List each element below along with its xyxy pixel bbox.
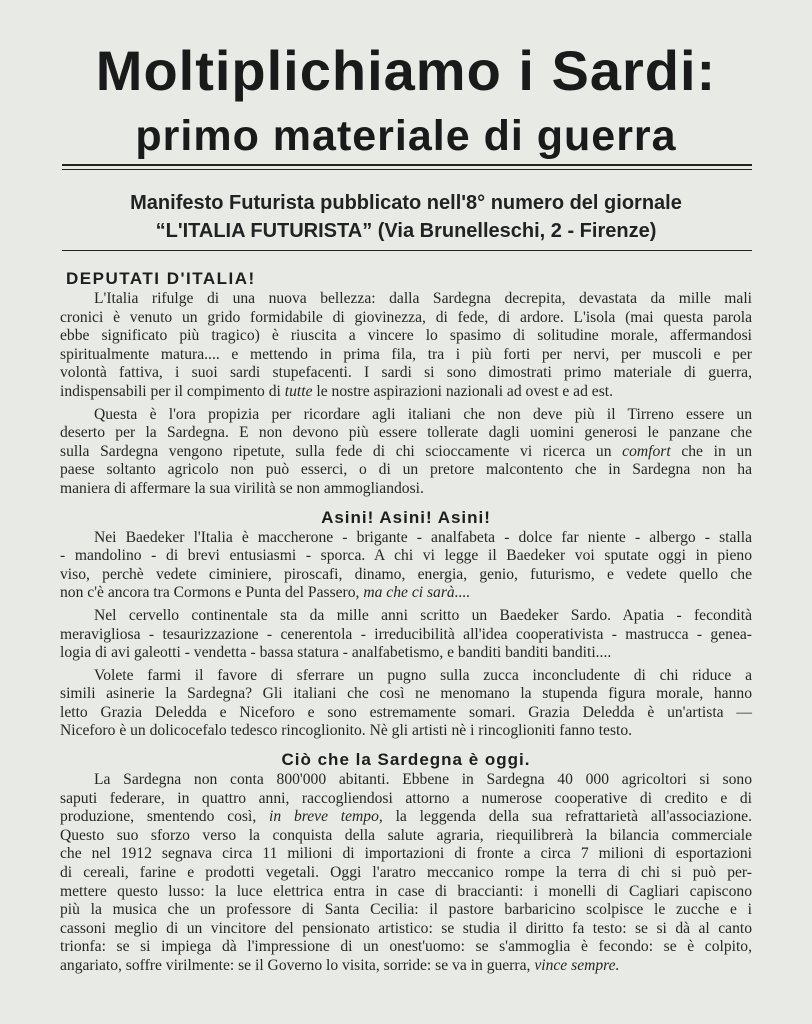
text-line: Volete farmi il favore di sferrare un pugno sulla zucca inconcludente di chi riduce a xyxy=(94,666,752,684)
text-line xyxy=(60,383,752,402)
text-line: viso, perchè vedete ciminiere, piroscafi, dinamo, energia, genio, futurismo, e vedete quello che xyxy=(60,565,752,583)
section-heading: Asini! Asini! Asini! xyxy=(321,507,491,527)
paragraph xyxy=(60,406,752,499)
paragraph xyxy=(60,607,752,663)
text-segment: che in un xyxy=(670,442,753,460)
text-line: Nel cervello continentale sta da mille anni scritto un Baedeker Sardo. Apatia - fecondità xyxy=(94,606,752,624)
text-line: volontà fattiva, i suoi sardi stupefacenti. I sardi si sono dimostrati primo materiale di guerra, xyxy=(60,364,752,382)
text-line: Questa è l'ora propizia per ricordare agli italiani che non deve più il Tirreno essere un xyxy=(94,405,752,423)
text-line xyxy=(60,584,752,603)
publication-line-2: “L'ITALIA FUTURISTA” (Via Brunelleschi, 2 - Firenze) xyxy=(155,220,657,242)
publication-line-1: Manifesto Futurista pubblicato nell'8° numero del giornale xyxy=(130,192,682,214)
header-rule xyxy=(62,250,752,251)
section-heading: Ciò che la Sardegna è oggi. xyxy=(281,750,531,770)
manifesto-text xyxy=(60,268,752,980)
text-segment: non c'è ancora tra Cormons e Punta del Passero, xyxy=(60,584,364,602)
text-line: La Sardegna non conta 800'000 abitanti. Ebbene in Sardegna 40 000 agricoltori si sono xyxy=(94,771,752,789)
text-line: L'Italia rifulge di una nuova bellezza: dalla Sardegna decrepita, devastata da mille mali xyxy=(94,290,752,307)
text-line: più la musica che un professore di Santa Cecilia: il pastore barbaricino scolpisce le zucche e i xyxy=(60,901,752,919)
paragraph xyxy=(60,771,752,976)
text-line: cronici è venuto un grido formidabile di giovinezza, di fede, di ardore. L'isola (mai questa parola xyxy=(60,308,752,326)
text-segment: sulla Sardegna vengono ripetute, sulla fede di chi scioccamente vi ricerca un xyxy=(60,442,623,460)
manifesto-title: Moltiplichiamo i Sardi: xyxy=(95,39,717,102)
text-line: meravigliosa - tesaurizzazione - cenerentola - irreducibilità all'idea cooperativista - mastrucca - genea- xyxy=(60,625,752,643)
section-body xyxy=(60,290,752,499)
text-line: deserto per la Sardegna. E non devono più essere tollerate dagli uomini generosi le panzane che xyxy=(60,424,752,442)
text-line: Questo suo sforzo verso la conquista della salute agraria, riequilibrerà la bilancia commerciale xyxy=(60,826,752,844)
text-line xyxy=(60,443,752,462)
text-segment: le nostre aspirazioni nazionali ad ovest e ad est. xyxy=(312,382,614,400)
text-line: paese soltanto agricolo non può esserci, o di un pretore malcontento che in Sardegna non ha xyxy=(60,461,752,479)
text-segment: angariato, soffre virilmente: se il Governo lo visita, sorride: se va in guerra, xyxy=(60,957,535,974)
text-line xyxy=(60,808,752,827)
text-line: letto Grazia Deledda e Niceforo e sono estremamente somari. Grazia Deledda è un'artista — xyxy=(60,703,752,721)
text-line xyxy=(60,957,752,976)
text-segment: produzione, smentendo così, xyxy=(60,808,270,826)
italic-text: in breve tempo, xyxy=(269,808,383,826)
italic-text: tutte xyxy=(284,382,313,400)
manifesto-subtitle: primo materiale di guerra xyxy=(135,112,677,160)
text-line: cassoni meglio di un vincitore del pensionato artistico: se studia il diritto fa testo: se si dà al canto xyxy=(60,919,752,937)
text-line: che nel 1912 segnava circa 11 milioni di importazioni di fronte a circa 7 milioni di esportazioni xyxy=(60,845,752,863)
text-line: maniera di affermare la sua virilità se non ammogliandosi. xyxy=(60,479,424,497)
text-line: - mandolino - di brevi entusiasmi - sporca. A chi vi legge il Baedeker voi sputate oggi in pieno xyxy=(60,547,752,565)
text-line: Nei Baedeker l'Italia è maccherone - brigante - analfabeta - dolce far niente - albergo - stalla xyxy=(94,528,752,546)
text-line: ebbe significato più tragico) è riuscita a vincere lo spasimo di solitudine morale, affermandosi xyxy=(60,327,752,345)
text-line: saputi federare, in quattro anni, raccogliendosi attorno a numerose cooperative di credito e di xyxy=(60,789,752,807)
text-line: mettere questo lusso: la luce elettrica entra in case di braccianti: i monelli di Cagliari capiscono xyxy=(60,882,752,900)
section-heading: DEPUTATI D'ITALIA! xyxy=(66,269,256,288)
text-segment: indispensabili per il compimento di xyxy=(60,382,285,400)
section-body xyxy=(60,529,752,742)
paragraph xyxy=(60,667,752,741)
paragraph xyxy=(60,290,752,402)
title-rule-bottom xyxy=(62,169,752,170)
text-line: spiritualmente matura.... e mettendo in prima fila, tra i più forti per nervi, per muscoli e per xyxy=(60,345,752,363)
text-line: logia di avi galeotti - vendetta - bassa statura - analfabetismo, e banditi banditi banditi.... xyxy=(60,644,612,662)
italic-text: ma che ci sarà.... xyxy=(363,584,471,602)
text-line: trionfa: se si impiega dà l'impressione di un onest'uomo: se s'ammoglia è fecondo: se è colpito, xyxy=(60,938,752,956)
title-rule-top xyxy=(62,164,752,166)
text-segment: la leggenda della sua refrattarietà all'associazione. xyxy=(382,808,752,826)
text-line: Niceforo è un dolicocefalo tedesco rincoglionito. Nè gli artisti nè i rincoglioniti fanno testo. xyxy=(60,722,633,740)
text-line: simili asinerie la Sardegna? Gli italiani che così ne menomano la stupenda figura morale, hanno xyxy=(60,685,752,703)
paragraph xyxy=(60,529,752,603)
section-body xyxy=(60,771,752,976)
text-line: di cereali, farine e prodotti vegetali. Oggi l'aratro meccanico rompe la terra di chi si può per- xyxy=(60,864,752,882)
italic-text: vince sempre. xyxy=(534,957,620,974)
italic-text: comfort xyxy=(622,442,671,460)
